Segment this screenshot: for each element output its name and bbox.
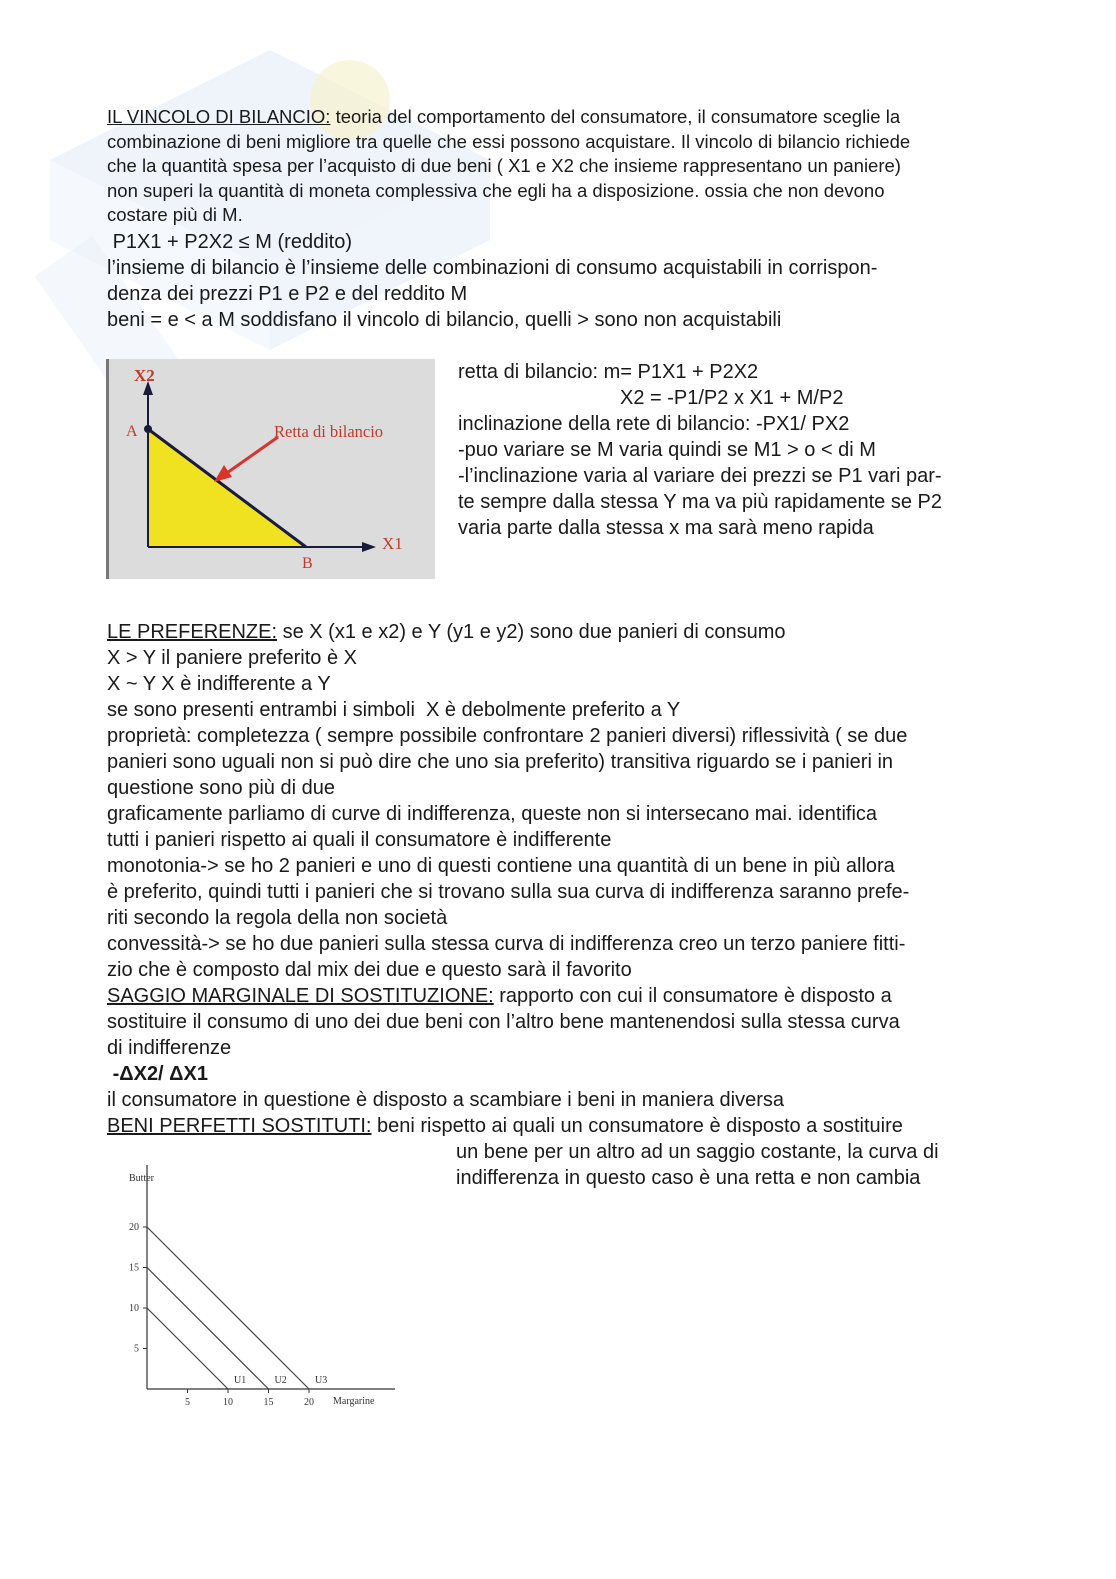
retta-line-6: te sempre dalla stessa Y ma va più rapidamente se P2 (458, 491, 942, 513)
perfect-substitutes-chart (113, 1165, 403, 1415)
budget-formula: P1X1 + P2X2 ≤ M (reddito) (107, 231, 352, 253)
curve-label-u3: U3 (315, 1375, 328, 1386)
retta-line-3: inclinazione della rete di bilancio: -PX1/ PX2 (458, 413, 850, 435)
indifference-line-u2 (147, 1268, 269, 1390)
indifference-line-u1 (147, 1308, 228, 1389)
preferenze-heading: LE PREFERENZE: (107, 621, 278, 643)
point-a-label: A (126, 423, 138, 440)
retta-line-7: varia parte dalla stessa x ma sarà meno rapida (458, 517, 874, 539)
saggio-heading: SAGGIO MARGINALE DI SOSTITUZIONE: (107, 985, 494, 1007)
x-axis-label: X1 (382, 534, 403, 553)
sostituti-first: beni rispetto ai quali un consumatore è disposto a sostituire (371, 1115, 903, 1137)
curve-label-u1: U1 (234, 1375, 247, 1386)
sostituti-first-line (107, 1113, 1007, 1139)
y-tick-label: 20 (129, 1222, 139, 1233)
preferenze-body: X > Y il paniere preferito è X X ~ Y X è indifferente a Y se sono presenti entrambi i simboli X è debolmente preferito a Y proprietà: completezza ( sempre possibile confrontare 2 panieri diversi) riflessività ( se due panieri sono uguali non si può dire che uno sia preferito) transitiva riguardo se i panieri in questione sono più di due graficamente parliamo di curve di indifferenza, queste non si intersecano mai. identifica tutti i panieri rispetto ai quali il consumatore è indifferente monotonia-> se ho 2 panieri e uno di questi contiene una quantità di un bene in più allora è preferito, quindi tutti i panieri che si trovano sulla sua curva di indifferenza saranno prefe- riti secondo la regola della non società convessità-> se ho due panieri sulla stessa curva di indifferenza creo un terzo paniere fitti- zio che è composto dal mix dei due e questo sarà il favorito (107, 647, 910, 981)
retta-line-4: -puo variare se M varia quindi se M1 > o < di M (458, 439, 876, 461)
y-tick-label: 10 (129, 1303, 139, 1314)
sostituti-rest: un bene per un altro ad un saggio costante, la curva di indifferenza in questo caso è una retta e non cambia (456, 1141, 939, 1189)
x-tick-label: 5 (185, 1397, 190, 1408)
curve-label-u2: U2 (274, 1375, 287, 1386)
budget-line-figure (106, 359, 435, 579)
retta-line-2: X2 = -P1/P2 x X1 + M/P2 (620, 387, 844, 409)
preferenze-first-line (107, 619, 1007, 645)
y-tick-label: 5 (134, 1343, 139, 1355)
saggio-body: rapporto con cui il consumatore è disposto a sostituire il consumo di uno dei due beni con l’altro bene mantenendosi sulla stessa curva di indifferenze (107, 985, 900, 1059)
point-a-marker (144, 425, 152, 433)
sostituti-heading: BENI PERFETTI SOSTITUTI: (107, 1115, 372, 1137)
indifference-line-u3 (147, 1227, 309, 1389)
insieme-bilancio-text: l’insieme di bilancio è l’insieme delle combinazioni di consumo acquistabili in corrispon- denza dei prezzi P1 e P2 e del reddito M beni = e < a M soddisfano il vincolo di bilancio, quelli > sono non acquistabili (107, 257, 878, 331)
saggio-paragraph (107, 983, 1007, 1061)
point-b-label: B (302, 555, 313, 572)
x-tick-label: 15 (263, 1397, 274, 1408)
vincolo-heading: IL VINCOLO DI BILANCIO: (107, 106, 331, 127)
y-tick-label: 15 (129, 1262, 139, 1274)
y-axis-label: Butter (129, 1173, 154, 1184)
x-tick-label: 20 (304, 1397, 314, 1408)
saggio-after: il consumatore in questione è disposto a scambiare i beni in maniera diversa (107, 1089, 785, 1111)
vincolo-intro: teoria del comportamento del consumatore, il consumatore sceglie la combinazione di beni migliore tra quelle che essi possono acquistare. Il vincolo di bilancio richiede che la quantità spesa per l’acquisto di due beni ( X1 e X2 che insieme rappresentano un paniere) non superi la quantità di moneta complessiva che egli ha a disposizione. ossia che non devono costare più di M. (107, 106, 911, 225)
saggio-formula: -ΔX2/ ΔX1 (107, 1063, 209, 1085)
y-axis-label: X2 (134, 366, 155, 385)
x-axis-label: Margarine (333, 1396, 375, 1407)
preferenze-first: se X (x1 e x2) e Y (y1 e y2) sono due panieri di consumo (277, 621, 786, 643)
plot-area (129, 1165, 395, 1408)
vincolo-paragraph (107, 105, 1007, 228)
retta-line-1: retta di bilancio: m= P1X1 + P2X2 (458, 361, 759, 383)
retta-line-5: -l’inclinazione varia al variare dei prezzi se P1 vari par- (458, 465, 942, 487)
x-tick-label: 10 (223, 1397, 233, 1408)
budget-line-label: Retta di bilancio (274, 422, 384, 441)
figure-edge (106, 359, 109, 579)
